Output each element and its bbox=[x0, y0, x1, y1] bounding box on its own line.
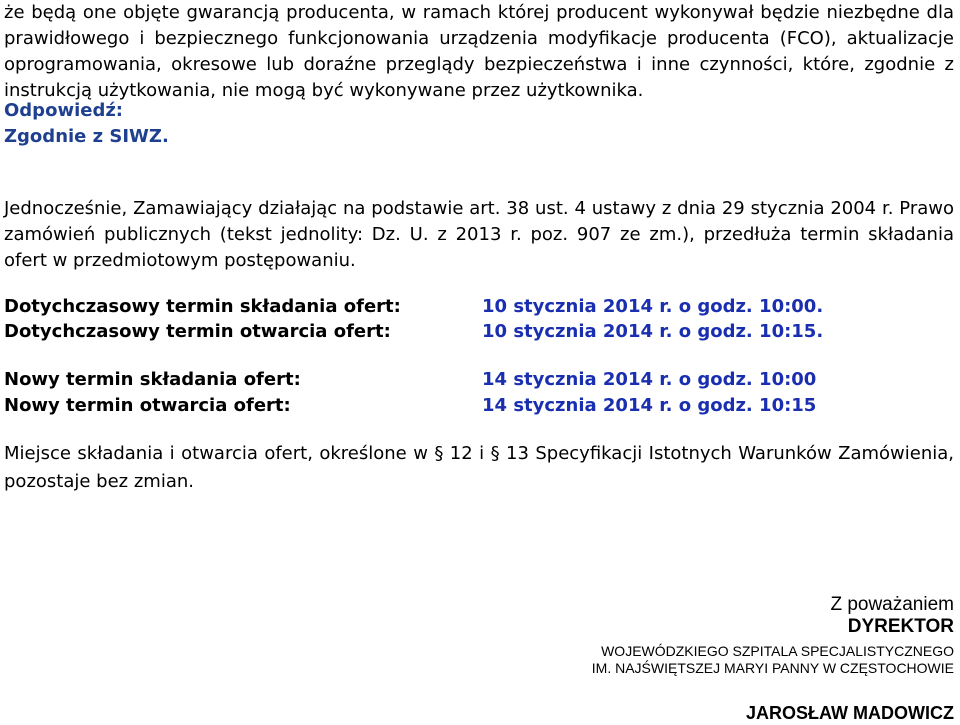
place-paragraph bbox=[4, 440, 954, 496]
deadline-new-opening bbox=[4, 395, 954, 421]
intro-line: że będą one objęte gwarancją producenta, w ramach której producent wykonywał będzie niezbędne dla bbox=[4, 2, 954, 23]
deadline-label: Dotychczasowy termin otwarcia ofert: bbox=[4, 321, 391, 342]
intro-paragraph bbox=[4, 0, 954, 104]
signature-institution-line1: WOJEWÓDZKIEGO SZPITALA SPECJALISTYCZNEGO bbox=[601, 643, 954, 659]
deadline-old-submission bbox=[4, 296, 954, 322]
signature-greeting: Z poważaniem bbox=[830, 594, 954, 615]
intro-line: prawidłowego i bezpiecznego funkcjonowania urządzenia modyfikacje producenta (FCO), aktualizacje bbox=[4, 28, 954, 49]
deadline-old-opening bbox=[4, 321, 954, 347]
deadline-label: Nowy termin otwarcia ofert: bbox=[4, 395, 291, 416]
deadline-label: Dotychczasowy termin składania ofert: bbox=[4, 296, 401, 317]
deadline-new-submission bbox=[4, 369, 954, 395]
place-line: pozostaje bez zmian. bbox=[4, 471, 194, 492]
place-line: Miejsce składania i otwarcia ofert, określone w § 12 i § 13 Specyfikacji Istotnych Warunków Zamówienia, bbox=[4, 443, 954, 464]
intro-line: instrukcją użytkowania, nie mogą być wykonywane przez użytkownika. bbox=[4, 80, 644, 101]
deadline-value: 10 stycznia 2014 r. o godz. 10:15. bbox=[482, 321, 824, 342]
answer-label: Odpowiedź: bbox=[4, 100, 124, 121]
intro-line: oprogramowania, okresowe lub doraźne przeglądy bezpieczeństwa i inne czynności, które, zgodnie z bbox=[4, 54, 954, 75]
deadline-value: 14 stycznia 2014 r. o godz. 10:00 bbox=[482, 369, 817, 390]
notice-line: ofert w przedmiotowym postępowaniu. bbox=[4, 250, 356, 271]
signature-name: JAROSŁAW MADOWICZ bbox=[746, 703, 954, 723]
deadline-value: 10 stycznia 2014 r. o godz. 10:00. bbox=[482, 296, 824, 317]
deadline-label: Nowy termin składania ofert: bbox=[4, 369, 301, 390]
deadline-value: 14 stycznia 2014 r. o godz. 10:15 bbox=[482, 395, 817, 416]
signature-institution-line2: IM. NAJŚWIĘTSZEJ MARYI PANNY W CZĘSTOCHOWIE bbox=[591, 660, 954, 676]
answer-value: Zgodnie z SIWZ. bbox=[4, 126, 169, 147]
signature-title: DYREKTOR bbox=[847, 616, 954, 637]
notice-line: zamówień publicznych (tekst jednolity: Dz. U. z 2013 r. poz. 907 ze zm.), przedłuża termin składania bbox=[4, 224, 954, 245]
notice-paragraph bbox=[4, 196, 954, 274]
notice-line: Jednocześnie, Zamawiający działając na podstawie art. 38 ust. 4 ustawy z dnia 29 stycznia 2004 r. Prawo bbox=[4, 198, 954, 219]
